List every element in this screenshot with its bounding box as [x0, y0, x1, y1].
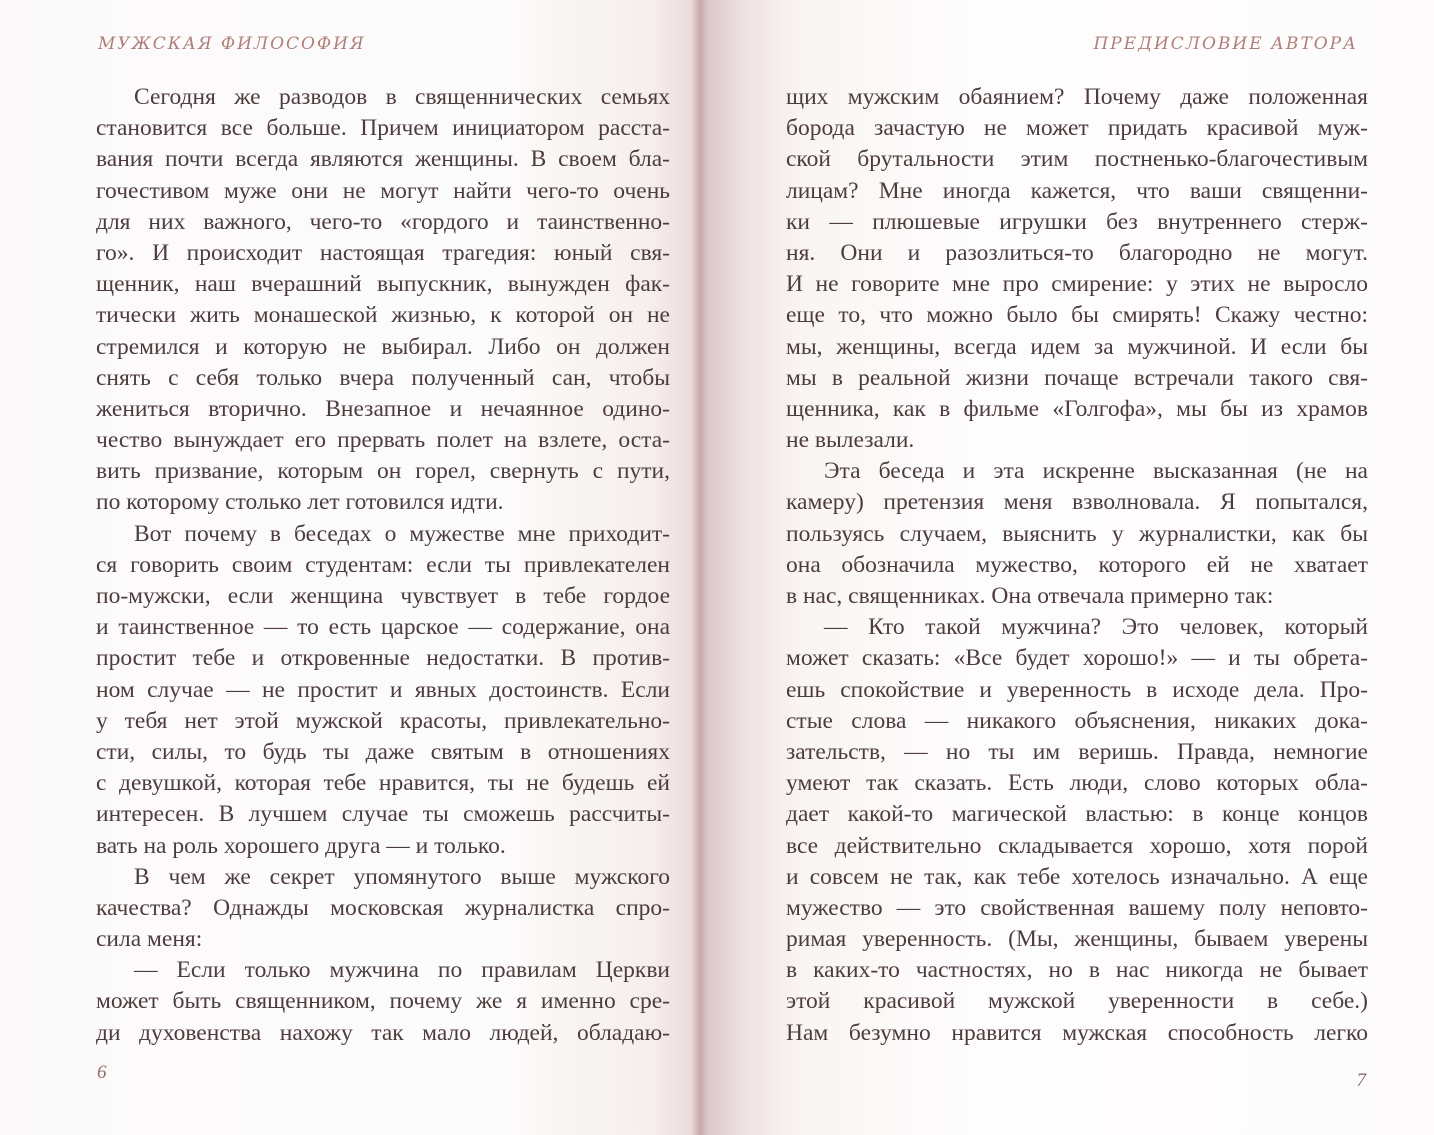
text-line: зательств, — но ты им веришь. Правда, немногие	[786, 738, 1368, 765]
text-line: дает какой-то магической властью: в конце концов	[786, 801, 1368, 828]
text-line: с девушкой, которая тебе нравится, ты не будешь ей	[96, 770, 670, 797]
text-line: у тебя нет этой мужской красоты, привлекательно-	[96, 707, 670, 734]
left-page-number: 6	[97, 1062, 107, 1083]
left-page-text	[96, 82, 670, 1049]
text-line: — Если только мужчина по правилам Церкви	[134, 957, 670, 984]
text-line: римая уверенность. (Мы, женщины, бываем уверены	[786, 926, 1368, 953]
text-line: стремился и которую не выбирал. Либо он должен	[96, 333, 670, 360]
text-line: мужество — это свойственная вашему полу неповто-	[786, 894, 1368, 921]
text-line: вания почти всегда являются женщины. В своем бла-	[96, 146, 670, 173]
text-line: умеют так сказать. Есть люди, слово которых обла-	[786, 770, 1368, 797]
text-line: интересен. В лучшем случае ты сможешь рассчиты-	[96, 801, 670, 828]
text-line: сила меня:	[96, 926, 203, 953]
text-line: гочестивом муже они не могут найти чего-то очень	[96, 177, 670, 204]
text-line: борода зачастую не может придать красивой муж-	[786, 115, 1368, 142]
text-line: щенник, наш вчерашний выпускник, вынужден фак-	[96, 271, 670, 298]
text-line: ешь спокойствие и уверенность в исходе дела. Про-	[786, 676, 1368, 703]
text-line: еще то, что можно было бы смирять! Скажу честно:	[786, 302, 1368, 329]
text-line: может сказать: «Все будет хорошо!» — и ты обрета-	[786, 645, 1368, 672]
text-line: становится все больше. Причем инициатором расста-	[96, 115, 670, 142]
right-page-text	[786, 82, 1368, 1049]
text-line: по-мужски, если женщина чувствует в тебе гордое	[96, 583, 670, 609]
text-line: мы, женщины, всегда идем за мужчиной. И если бы	[786, 333, 1368, 360]
text-line: Вот почему в беседах о мужестве мне приходит-	[134, 520, 670, 547]
text-line: ки — плюшевые игрушки без внутреннего стерж-	[786, 208, 1368, 235]
text-line: чество вынуждает его прервать полет на взлете, оста-	[96, 427, 670, 454]
text-line: Эта беседа и эта искренне высказанная (не на	[824, 458, 1368, 485]
text-line: не вылезали.	[786, 427, 915, 454]
text-line: сти, силы, то будь ты даже святым в отношениях	[96, 738, 670, 765]
text-line: щенника, как в фильме «Голгофа», мы бы из храмов	[786, 395, 1368, 422]
text-line: все действительно складывается хорошо, хотя порой	[786, 832, 1368, 859]
text-line: для них важного, чего-то «гордого и таинственно-	[96, 208, 670, 235]
text-line: ня. Они и разозлиться-то благородно не могут.	[786, 239, 1368, 266]
text-line: снять с себя только вчера полученный сан, чтобы	[96, 364, 670, 391]
text-line: вать на роль хорошего друга — и только.	[96, 832, 506, 859]
text-line: щих мужским обаянием? Почему даже положенная	[786, 84, 1368, 110]
book-gutter	[692, 0, 708, 1135]
text-line: жениться вторично. Внезапное и нечаянное одино-	[96, 395, 670, 422]
text-line: тически жить монашеской жизнью, к которой он не	[96, 302, 670, 329]
text-line: пользуясь случаем, выяснить у журналистки, как бы	[786, 520, 1368, 547]
text-line: может быть священником, почему же я именно сре-	[96, 988, 670, 1015]
text-line: ном случае — не простит и явных достоинств. Если	[96, 676, 670, 703]
text-line: Нам безумно нравится мужская способность легко	[786, 1019, 1368, 1046]
text-line: по которому столько лет готовился идти.	[96, 489, 504, 516]
text-line: — Кто такой мужчина? Это человек, который	[824, 614, 1368, 641]
text-line: го». И происходит настоящая трагедия: юный свя-	[96, 239, 670, 266]
text-line: и совсем не так, как тебе хотелось изначально. А еще	[786, 863, 1368, 890]
text-line: ди духовенства нахожу так мало людей, обладаю-	[96, 1019, 670, 1046]
left-page	[0, 0, 700, 1135]
text-line: камеру) претензия меня взволновала. Я попытался,	[786, 489, 1368, 516]
right-page-number: 7	[1356, 1070, 1366, 1091]
text-line: в нас, священниках. Она отвечала примерно так:	[786, 583, 1274, 609]
text-line: простит тебе и откровенные недостатки. В против-	[96, 645, 670, 672]
text-line: ся говорить своим студентам: если ты привлекателен	[96, 551, 670, 578]
text-line: она обозначила мужество, которого ей не хватает	[786, 551, 1368, 578]
text-line: ской брутальности этим постненько-благочестивым	[786, 146, 1368, 173]
text-line: мы в реальной жизни почаще встречали такого свя-	[786, 364, 1368, 391]
text-line: в каких-то частностях, но в нас никогда не бывает	[786, 957, 1368, 984]
text-line: Сегодня же разводов в священнических семьях	[134, 84, 670, 110]
text-line: В чем же секрет упомянутого выше мужского	[134, 863, 670, 890]
right-page	[700, 0, 1434, 1135]
text-line: качества? Однажды московская журналистка спро-	[96, 894, 670, 921]
text-line: этой красивой мужской уверенности в себе.)	[786, 988, 1368, 1015]
text-line: И не говорите мне про смирение: у этих не выросло	[786, 271, 1368, 298]
text-line: и таинственное — то есть царское — содержание, она	[96, 614, 670, 641]
text-line: лицам? Мне иногда кажется, что ваши священни-	[786, 177, 1368, 204]
left-running-head: МУЖСКАЯ ФИЛОСОФИЯ	[98, 34, 366, 54]
right-running-head: ПРЕДИСЛОВИЕ АВТОРА	[1093, 34, 1358, 54]
text-line: вить призвание, которым он горел, свернуть с пути,	[96, 458, 670, 485]
text-line: стые слова — никакого объяснения, никаких дока-	[786, 707, 1368, 734]
